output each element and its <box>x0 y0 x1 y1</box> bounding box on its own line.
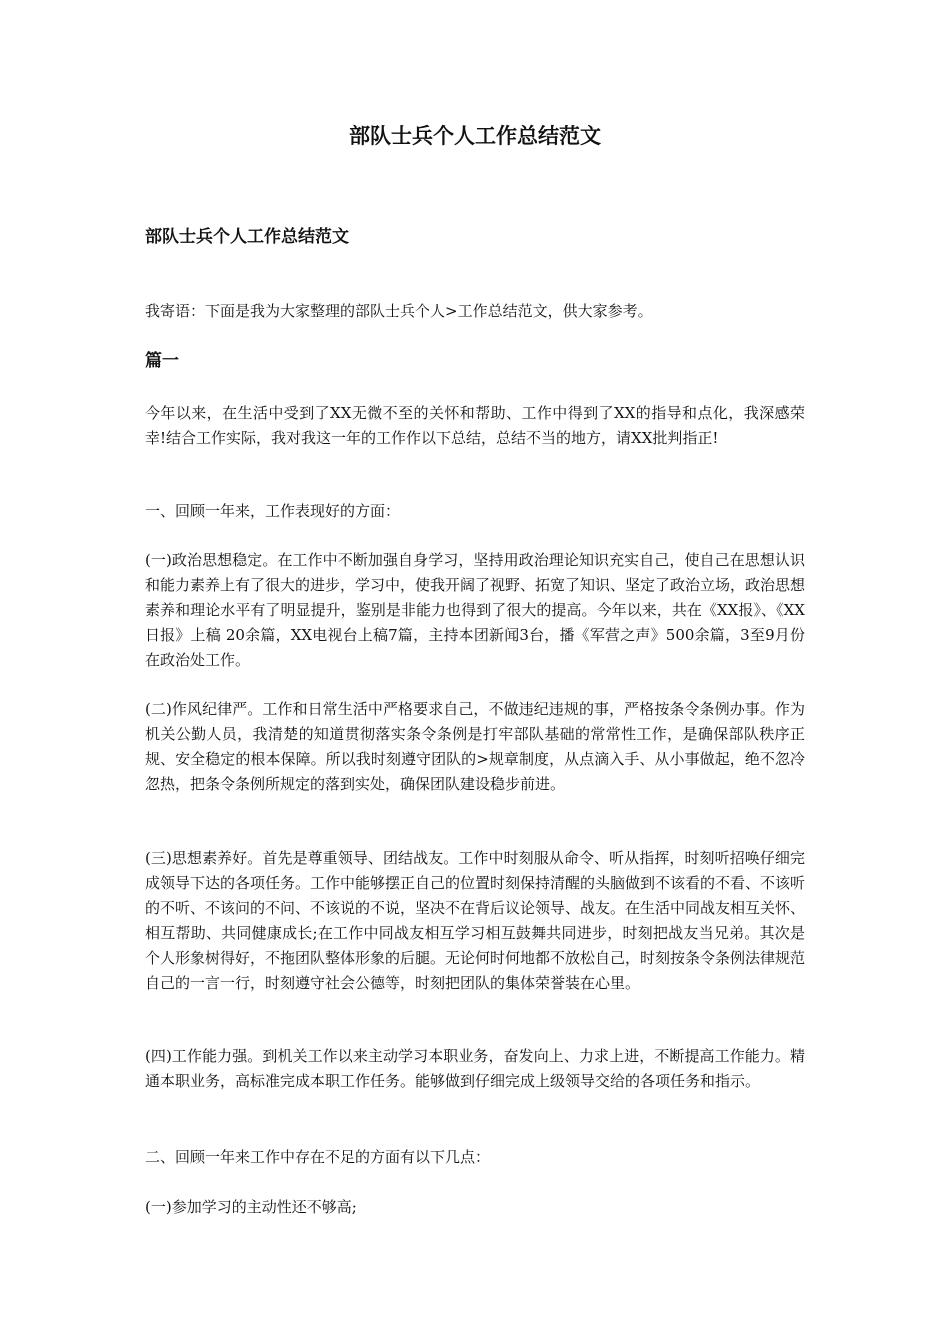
document-title: 部队士兵个人工作总结范文 <box>349 123 601 148</box>
paragraph-discipline: (二)作风纪律严。工作和日常生活中严格要求自己，不做违纪违规的事，严格按条令条例办事。作为机关公勤人员，我清楚的知道贯彻落实条令条例是打牢部队基础的常常性工作，是确保部队秩序正规、安全稳定的根本保障。所以我时刻遵守团队的>规章制度，从点滴入手、从小事做起，绝不忽冷忽热，把条令条例所规定的落到实处，确保团队建设稳步前进。 <box>145 700 805 793</box>
intro-paragraph: 我寄语：下面是我为大家整理的部队士兵个人>工作总结范文，供大家参考。 <box>145 302 653 320</box>
document-subtitle: 部队士兵个人工作总结范文 <box>145 227 349 247</box>
paragraph-part-two-heading: 二、回顾一年来工作中存在不足的方面有以下几点： <box>145 1148 491 1166</box>
paragraph-work-ability: (四)工作能力强。到机关工作以来主动学习本职业务，奋发向上、力求上进，不断提高工作能力。精通本职业务，高标准完成本职工作任务。能够做到仔细完成上级领导交给的各项任务和指示。 <box>145 1047 805 1090</box>
section-heading: 篇一 <box>145 351 179 371</box>
paragraph-opening: 今年以来，在生活中受到了XX无微不至的关怀和帮助、工作中得到了XX的指导和点化，我深感荣幸!结合工作实际，我对我这一年的工作作以下总结，总结不当的地方，请XX批判指正! <box>145 404 805 447</box>
paragraph-part-one-heading: 一、回顾一年来，工作表现好的方面： <box>145 502 401 520</box>
paragraph-political-thought: (一)政治思想稳定。在工作中不断加强自身学习，坚持用政治理论知识充实自己，使自己在思想认识和能力素养上有了很大的进步，学习中，使我开阔了视野、拓宽了知识、坚定了政治立场，政治思想素养和理论水平有了明显提升，鉴别是非能力也得到了很大的提高。今年以来，共在《XX报》、《XX日报》上稿 20余篇，XX电视台上稿7篇，主持本团新闻3台，播《军营之声》500余篇，3至9月份在政治处工作。 <box>145 551 806 669</box>
paragraph-shortcoming-one: (一)参加学习的主动性还不够高; <box>145 1198 357 1216</box>
paragraph-ideological-quality: (三)思想素养好。首先是尊重领导、团结战友。工作中时刻服从命令、听从指挥，时刻听招唤仔细完成领导下达的各项任务。工作中能够摆正自己的位置时刻保持清醒的头脑做到不该看的不看、不该听的不听、不该问的不问、不该说的不说，坚决不在背后议论领导、战友。在生活中同战友相互关怀、相互帮助、共同健康成长;在工作中同战友相互学习相互鼓舞共同进步，时刻把战友当兄弟。其次是个人形象树得好，不拖团队整体形象的后腿。无论何时何地都不放松自己，时刻按条令条例法律规范自己的一言一行，时刻遵守社会公德等，时刻把团队的集体荣誉装在心里。 <box>145 849 806 992</box>
